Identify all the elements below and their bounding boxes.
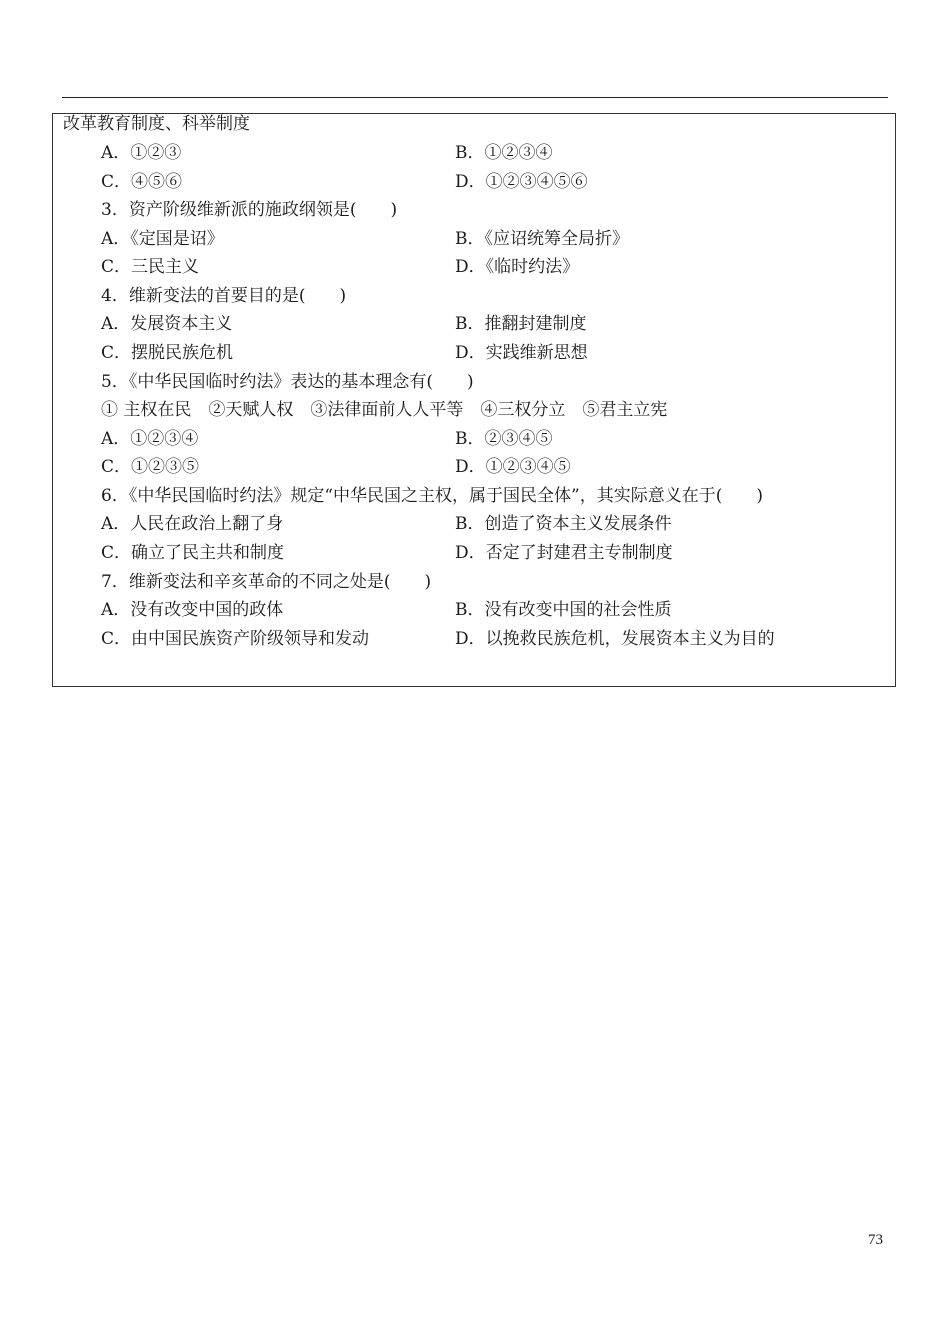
q6-stem: 6．《中华民国临时约法》规定“中华民国之主权，属于国民全体”，其实际意义在于( ) [101,486,763,506]
q3-option-b: B．《应诏统筹全局折》 [455,229,629,249]
q7-stem: 7．维新变法和辛亥革命的不同之处是( ) [101,572,432,592]
q7-option-d: D．以挽救民族危机，发展资本主义为目的 [455,629,775,649]
page-number: 73 [868,1232,883,1248]
intro-line: 改革教育制度、科举制度 [63,114,250,134]
q5-stem: 5．《中华民国临时约法》表达的基本理念有( ) [101,372,474,392]
q7-option-a: A．没有改变中国的政体 [101,600,284,620]
q4-option-d: D．实践维新思想 [455,343,588,363]
q5-statements: ① 主权在民 ②天赋人权 ③法律面前人人平等 ④三权分立 ⑤君主立宪 [101,400,668,420]
q7-option-c: C．由中国民族资产阶级领导和发动 [101,629,370,649]
q6-option-b: B．创造了资本主义发展条件 [455,514,672,534]
q3-option-a: A．《定国是诏》 [101,229,224,249]
header-rule [62,97,888,98]
q6-option-d: D．否定了封建君主专制制度 [455,543,673,563]
q6-option-a: A．人民在政治上翻了身 [101,514,284,534]
q3-option-c: C．三民主义 [101,257,200,277]
q2-option-b: B．①②③④ [455,143,553,163]
q4-option-c: C．摆脱民族危机 [101,343,234,363]
q5-option-b: B．②③④⑤ [455,429,553,449]
question-box [52,113,896,687]
q5-option-d: D．①②③④⑤ [455,457,571,477]
q2-option-c: C．④⑤⑥ [101,172,183,192]
q7-option-b: B．没有改变中国的社会性质 [455,600,672,620]
q6-option-c: C．确立了民主共和制度 [101,543,285,563]
q4-stem: 4．维新变法的首要目的是( ) [101,286,347,306]
q4-option-b: B．推翻封建制度 [455,314,587,334]
q4-option-a: A．发展资本主义 [101,314,233,334]
q2-option-a: A．①②③ [101,143,182,163]
q2-option-d: D．①②③④⑤⑥ [455,172,588,192]
q3-stem: 3．资产阶级维新派的施政纲领是( ) [101,200,398,220]
q5-option-c: C．①②③⑤ [101,457,200,477]
q5-option-a: A．①②③④ [101,429,199,449]
q3-option-d: D．《临时约法》 [455,257,580,277]
